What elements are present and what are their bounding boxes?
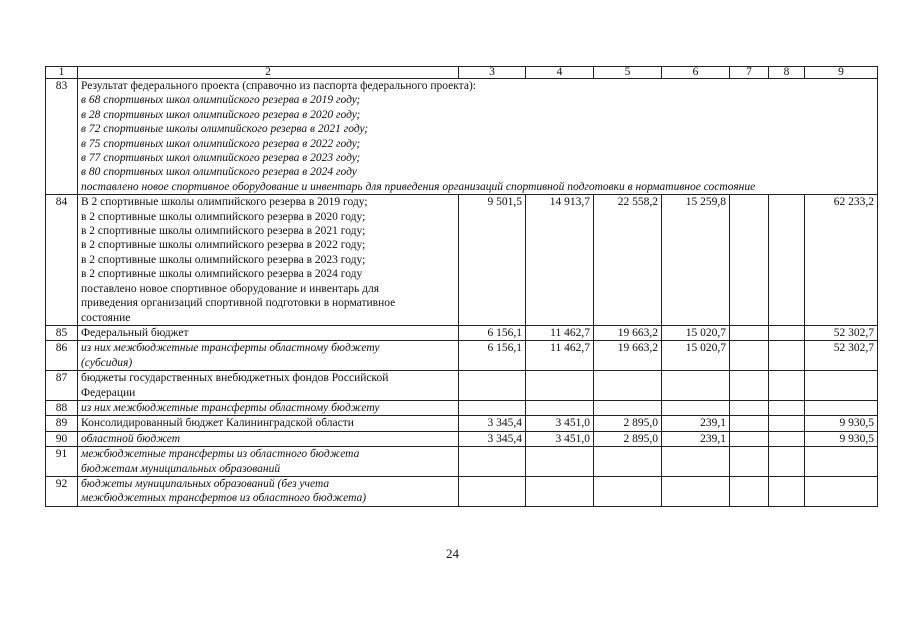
value-cell: 19 663,2: [594, 341, 662, 371]
value-cell: 3 345,4: [459, 416, 526, 431]
value-cell: 52 302,7: [805, 341, 878, 371]
value-cell: [526, 371, 594, 401]
table-body: [46, 79, 878, 507]
row-description: [78, 400, 459, 415]
value-cell: 239,1: [662, 416, 730, 431]
value-cell: [730, 431, 769, 446]
value-cell: [730, 195, 769, 326]
value-cell: [662, 447, 730, 477]
row-number: 88: [46, 400, 78, 415]
description-line: в 2 спортивные школы олимпийского резерва в 2021 году;: [81, 225, 366, 238]
value-cell: [662, 371, 730, 401]
value-cell: [594, 447, 662, 477]
description-line: межбюджетные трансферты из областного бюджета: [81, 448, 360, 461]
row-description: [78, 416, 459, 431]
value-cell: [730, 325, 769, 340]
description-line: в 2 спортивные школы олимпийского резерва в 2020 году;: [81, 210, 366, 223]
value-cell: [459, 476, 526, 506]
description-line: состояние: [81, 311, 131, 324]
row-number: 92: [46, 476, 78, 506]
budget-table: [45, 66, 878, 507]
table-row: [46, 476, 878, 506]
value-cell: 11 462,7: [526, 325, 594, 340]
value-cell: 6 156,1: [459, 341, 526, 371]
value-cell: 3 451,0: [526, 416, 594, 431]
table-header-row: [46, 67, 878, 79]
description-line: в 2 спортивные школы олимпийского резерва в 2024 году: [81, 268, 363, 281]
column-header: 1: [46, 67, 78, 79]
description-line: в 72 спортивные школы олимпийского резерва в 2021 году;: [81, 123, 369, 136]
value-cell: 14 913,7: [526, 195, 594, 326]
value-cell: [769, 416, 805, 431]
column-header: 9: [805, 67, 878, 79]
table-row: [46, 341, 878, 371]
row-number: 84: [46, 195, 78, 326]
value-cell: [459, 400, 526, 415]
value-cell: 6 156,1: [459, 325, 526, 340]
column-header: 2: [78, 67, 459, 79]
value-cell: [594, 476, 662, 506]
description-line: межбюджетных трансфертов из областного бюджета): [81, 492, 367, 505]
value-cell: 62 233,2: [805, 195, 878, 326]
row-description: [78, 431, 459, 446]
description-line: Результат федерального проекта (справочно из паспорта федерального проекта):: [81, 80, 476, 92]
value-cell: [526, 476, 594, 506]
description-line: в 77 спортивных школ олимпийского резерва в 2023 году;: [81, 152, 361, 165]
value-cell: 11 462,7: [526, 341, 594, 371]
row-description: [78, 195, 459, 326]
value-cell: [459, 447, 526, 477]
value-cell: [526, 447, 594, 477]
description-line: бюджетам муниципальных образований: [81, 462, 281, 475]
value-cell: 2 895,0: [594, 416, 662, 431]
row-description: [78, 371, 459, 401]
value-cell: 15 020,7: [662, 341, 730, 371]
row-number: 85: [46, 325, 78, 340]
row-description: [78, 447, 459, 477]
row-description: [78, 476, 459, 506]
description-line: бюджеты муниципальных образований (без учета: [81, 477, 330, 490]
value-cell: [805, 447, 878, 477]
description-line: в 28 спортивных школ олимпийского резерва в 2020 году;: [81, 108, 361, 121]
value-cell: [805, 400, 878, 415]
value-cell: [594, 371, 662, 401]
value-cell: [805, 371, 878, 401]
column-header: 8: [769, 67, 805, 79]
table-row: [46, 79, 878, 195]
table-row: [46, 400, 878, 415]
value-cell: [730, 400, 769, 415]
row-number: 87: [46, 371, 78, 401]
value-cell: 19 663,2: [594, 325, 662, 340]
description-line: в 2 спортивные школы олимпийского резерва в 2022 году;: [81, 239, 366, 252]
value-cell: [730, 341, 769, 371]
value-cell: 3 345,4: [459, 431, 526, 446]
column-header: 4: [526, 67, 594, 79]
value-cell: [769, 400, 805, 415]
value-cell: 52 302,7: [805, 325, 878, 340]
value-cell: [730, 371, 769, 401]
description-line: из них межбюджетные трансферты областному бюджету: [81, 342, 380, 355]
value-cell: 15 020,7: [662, 325, 730, 340]
value-cell: [769, 341, 805, 371]
description-line: из них межбюджетные трансферты областному бюджету: [81, 401, 380, 414]
description-line: В 2 спортивные школы олимпийского резерва в 2019 году;: [81, 196, 368, 209]
column-header: 5: [594, 67, 662, 79]
row-number: 89: [46, 416, 78, 431]
value-cell: [769, 431, 805, 446]
description-line: в 80 спортивных школ олимпийского резерва в 2024 году: [81, 166, 357, 179]
row-number: 86: [46, 341, 78, 371]
description-line: поставлено новое спортивное оборудование и инвентарь для приведения организаций спортивной подготовки в нормативное состояние: [81, 180, 756, 193]
description-line: в 2 спортивные школы олимпийского резерва в 2023 году;: [81, 253, 366, 266]
row-number: 90: [46, 431, 78, 446]
description-line: бюджеты государственных внебюджетных фондов Российской: [81, 372, 389, 385]
value-cell: [769, 447, 805, 477]
row-number: 83: [46, 79, 78, 195]
row-description: [78, 325, 459, 340]
row-description: [78, 79, 878, 195]
value-cell: [805, 476, 878, 506]
value-cell: [730, 476, 769, 506]
row-description: [78, 341, 459, 371]
value-cell: 239,1: [662, 431, 730, 446]
value-cell: 15 259,8: [662, 195, 730, 326]
value-cell: [730, 447, 769, 477]
description-line: (субсидия): [81, 356, 133, 369]
value-cell: [662, 476, 730, 506]
value-cell: [594, 400, 662, 415]
table-row: [46, 416, 878, 431]
value-cell: 9 930,5: [805, 416, 878, 431]
description-line: областной бюджет: [81, 432, 181, 445]
value-cell: [526, 400, 594, 415]
description-line: в 75 спортивных школ олимпийского резерва в 2022 году;: [81, 137, 361, 150]
value-cell: [769, 476, 805, 506]
value-cell: [730, 416, 769, 431]
column-header: 6: [662, 67, 730, 79]
description-line: Федерации: [81, 386, 136, 399]
value-cell: 22 558,2: [594, 195, 662, 326]
description-line: приведения организаций спортивной подготовки в нормативное: [81, 297, 396, 310]
value-cell: 9 501,5: [459, 195, 526, 326]
value-cell: 2 895,0: [594, 431, 662, 446]
value-cell: [769, 325, 805, 340]
value-cell: [662, 400, 730, 415]
column-header: 7: [730, 67, 769, 79]
description-line: поставлено новое спортивное оборудование и инвентарь для: [81, 282, 380, 295]
table-row: [46, 195, 878, 326]
description-line: Федеральный бюджет: [81, 326, 189, 339]
value-cell: [769, 195, 805, 326]
table-row: [46, 431, 878, 446]
description-line: Консолидированный бюджет Калининградской области: [81, 417, 354, 430]
column-header: 3: [459, 67, 526, 79]
page-number: 24: [446, 546, 459, 561]
table-row: [46, 371, 878, 401]
description-line: в 68 спортивных школ олимпийского резерва в 2019 году;: [81, 94, 361, 107]
value-cell: [459, 371, 526, 401]
table-row: [46, 325, 878, 340]
value-cell: 9 930,5: [805, 431, 878, 446]
table-row: [46, 447, 878, 477]
value-cell: 3 451,0: [526, 431, 594, 446]
value-cell: [769, 371, 805, 401]
row-number: 91: [46, 447, 78, 477]
